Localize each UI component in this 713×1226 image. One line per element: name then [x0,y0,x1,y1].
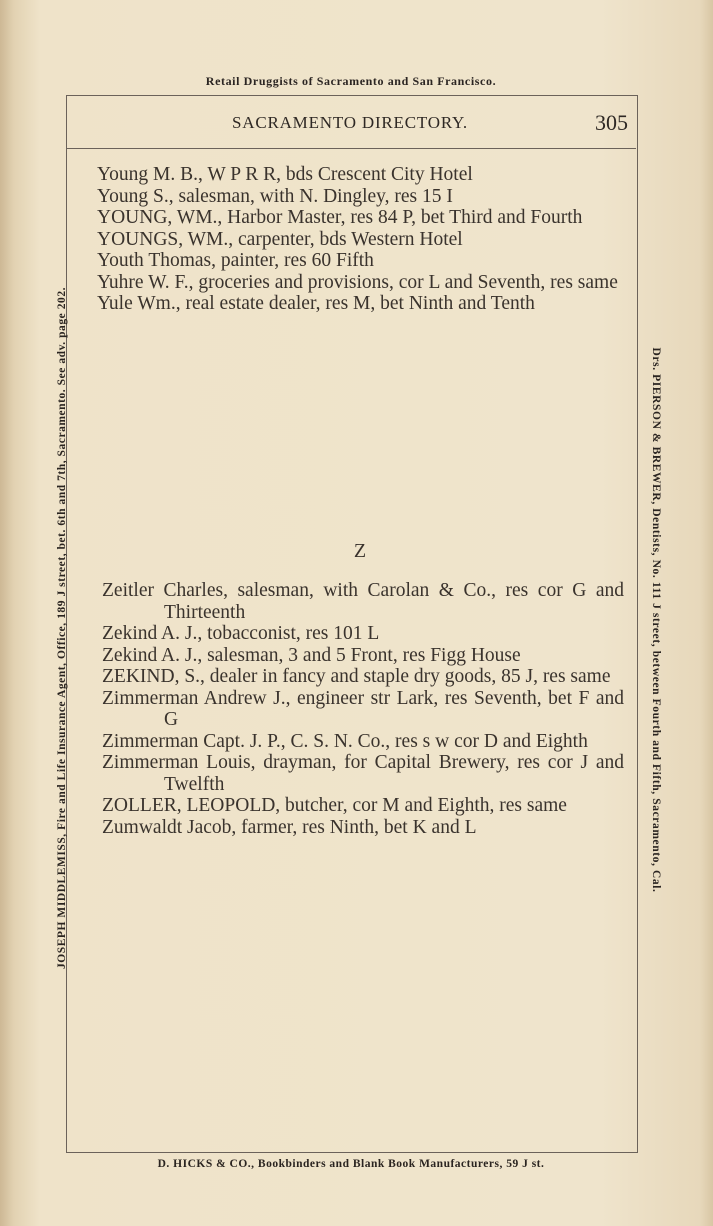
directory-entry: Yuhre W. F., groceries and provisions, cor L and Seventh, res same [97,271,618,293]
directory-entry: Zekind A. J., salesman, 3 and 5 Front, res Figg House [102,644,521,666]
entries-section-y [97,164,627,315]
directory-entry: YOUNGS, WM., carpenter, bds Western Hotel [97,228,463,250]
directory-entry: Young M. B., W P R R, bds Crescent City Hotel [97,164,473,185]
header-rule [66,148,636,149]
left-margin-advert-text: JOSEPH MIDDLEMISS, Fire and Life Insurance Agent, Office, 189 J street, bet. 6th and 7th, Sacramento. See adv. page 202. [56,286,68,970]
directory-entry: Zimmerman Louis, drayman, for Capital Brewery, res cor J and Twelfth [102,752,624,795]
directory-entry: Youth Thomas, painter, res 60 Fifth [97,250,374,271]
directory-entry: YOUNG, WM., Harbor Master, res 84 P, bet Third and Fourth [97,207,583,228]
running-header-title: SACRAMENTO DIRECTORY. [232,113,468,132]
directory-entry: Zimmerman Andrew J., engineer str Lark, res Seventh, bet F and G [102,687,624,730]
right-margin-advert-text: Drs. PIERSON & BREWER, Dentists, No. 111 J street, between Fourth and Fifth, Sacramento, Cal. [650,347,662,893]
directory-entry: Zekind A. J., tobacconist, res 101 L [102,623,380,644]
page-number: 305 [595,110,628,135]
directory-entry: Yule Wm., real estate dealer, res M, bet Ninth and Tenth [97,293,535,314]
bottom-advert-banner: D. HICKS & CO., Bookbinders and Blank Book Manufacturers, 59 J st. [157,1158,545,1170]
directory-entry: Zimmerman Capt. J. P., C. S. N. Co., res s w cor D and Eighth [102,730,588,752]
directory-entry: ZOLLER, LEOPOLD, butcher, cor M and Eighth, res same [102,795,567,816]
directory-entry: Zeitler Charles, salesman, with Carolan & Co., res cor G and Thirteenth [102,580,624,623]
top-advert-banner: Retail Druggists of Sacramento and San Francisco. [205,74,497,88]
section-letter-heading: Z [353,540,367,562]
entries-section-z [102,580,624,838]
directory-entry: ZEKIND, S., dealer in fancy and staple dry goods, 85 J, res same [102,666,611,687]
directory-entry: Young S., salesman, with N. Dingley, res 15 I [97,185,453,207]
directory-entry: Zumwaldt Jacob, farmer, res Ninth, bet K and L [102,816,477,838]
